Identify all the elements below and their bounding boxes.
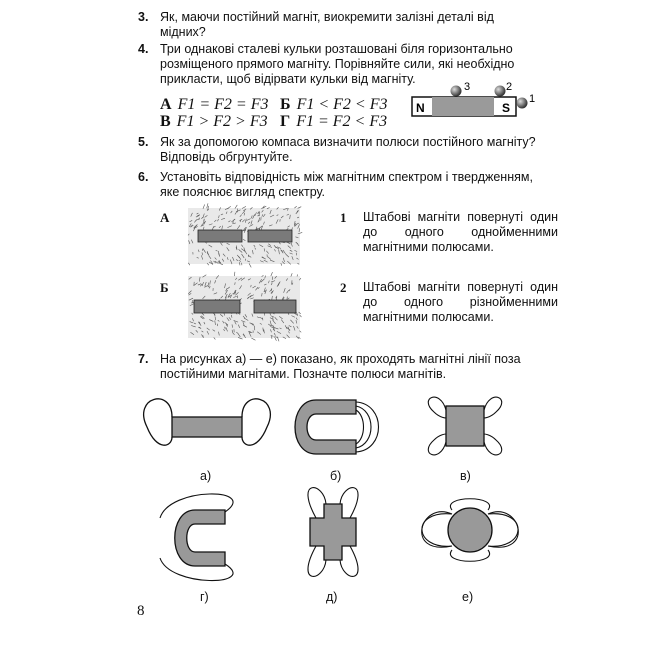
question-number: 7. (138, 352, 149, 366)
statement-number-1: 1 (340, 210, 347, 225)
figure-b-horseshoe-magnet (286, 392, 386, 462)
caption-b: б) (330, 469, 342, 483)
bar-magnet-figure (410, 82, 540, 122)
question-number: 4. (138, 42, 149, 56)
question-text: Установіть відповідність між магнітним спектром і твердженням, яке пояснює вигляд спектру. (160, 170, 533, 199)
north-pole-label: N (416, 101, 425, 115)
statement-text-1: Штабові магніти повернуті один до одного однойменними магнітними полюсами. (363, 210, 558, 254)
option-a: А F1 = F2 = F3 (160, 96, 269, 113)
magnetic-spectrum-a (188, 208, 300, 264)
figure-v-square-magnet (420, 390, 510, 462)
figure-a-bar-magnet (142, 392, 272, 462)
caption-a: а) (200, 469, 212, 483)
figure-e-disk-magnet (410, 490, 530, 570)
option-b: Б F1 < F2 < F3 (280, 96, 388, 113)
page-number: 8 (137, 603, 145, 619)
question-number: 5. (138, 135, 149, 149)
spectrum-label-b: Б (160, 280, 169, 295)
magnetic-spectrum-b (188, 276, 300, 338)
steel-ball-2 (495, 86, 506, 97)
spectrum-label-a: А (160, 210, 170, 225)
question-number: 6. (138, 170, 149, 184)
ball-label-1: 1 (529, 93, 536, 105)
statement-text-2: Штабові магніти повернуті один до одного різнойменними магнітними полюсами. (363, 280, 558, 324)
question-text: Як, маючи постійний магніт, виокремити залізні деталі від мідних? (160, 10, 494, 39)
figure-g-horseshoe-magnet (150, 488, 260, 578)
caption-d: д) (326, 590, 338, 604)
figure-d-cross-magnet (284, 484, 384, 580)
ball-label-3: 3 (464, 81, 471, 93)
question-text: На рисунках а) — е) показано, як проходять магнітні лінії поза постійними магнітами. Позначте полюси магнітів. (160, 352, 521, 381)
caption-v: в) (460, 469, 471, 483)
option-g: Г F1 = F2 < F3 (280, 113, 388, 130)
ball-label-2: 2 (506, 81, 513, 93)
steel-ball-3 (451, 86, 462, 97)
question-number: 3. (138, 10, 149, 24)
statement-number-2: 2 (340, 280, 347, 295)
caption-g: г) (200, 590, 209, 604)
question-text: Три однакові сталеві кульки розташовані біля горизонтально розміщеного прямого магніту. Порівняйте сили, які необхідно прикласти, щоб відірвати кульки від магніту. (160, 42, 515, 86)
steel-ball-1 (517, 98, 528, 109)
option-v: В F1 > F2 > F3 (160, 113, 268, 130)
caption-e: е) (462, 590, 474, 604)
question-text: Як за допомогою компаса визначити полюси постійного магніту? Відповідь обгрунтуйте. (160, 135, 536, 164)
south-pole-label: S (502, 101, 511, 115)
